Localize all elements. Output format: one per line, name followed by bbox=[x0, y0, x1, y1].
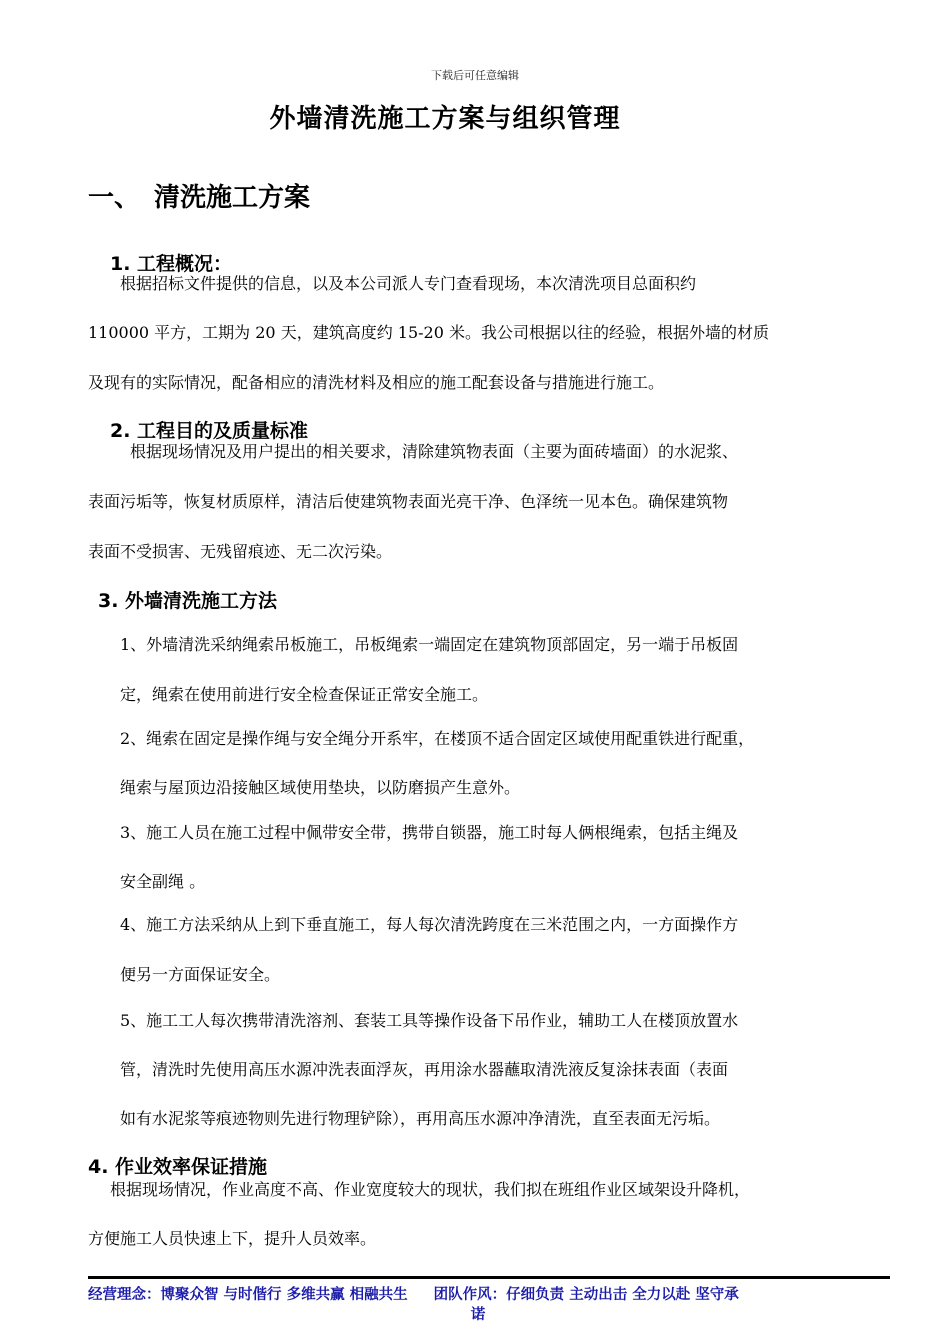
paragraph-line: 及现有的实际情况，配备相应的清洗材料及相应的施工配套设备与措施进行施工。 bbox=[88, 373, 665, 392]
paragraph-line: 根据招标文件提供的信息，以及本公司派人专门查看现场，本次清洗项目总面积约 bbox=[120, 274, 697, 293]
subsection-heading-overview: 1. 工程概况： bbox=[110, 253, 233, 275]
subsection-heading-method: 3. 外墙清洗施工方法 bbox=[98, 590, 278, 612]
footer-philosophy: 经营理念：博聚众智 与时偕行 多维共赢 相融共生 bbox=[88, 1287, 408, 1303]
paragraph-line: 方便施工人员快速上下，提升人员效率。 bbox=[88, 1229, 377, 1248]
header-note: 下载后可任意编辑 bbox=[431, 69, 519, 82]
list-item-line: 5、施工工人每次携带清洗溶剂、套装工具等操作设备下吊作业，辅助工人在楼顶放置水 bbox=[120, 1011, 739, 1030]
subsection-heading-quality: 2. 工程目的及质量标准 bbox=[110, 420, 309, 442]
list-item-line: 安全副绳 。 bbox=[120, 872, 206, 891]
list-item-line: 定，绳索在使用前进行安全检查保证正常安全施工。 bbox=[120, 685, 489, 704]
section-title bbox=[88, 177, 310, 214]
paragraph-line: 表面不受损害、无残留痕迹、无二次污染。 bbox=[88, 542, 393, 561]
list-item-line: 3、施工人员在施工过程中佩带安全带，携带自锁器，施工时每人俩根绳索，包括主绳及 bbox=[120, 823, 739, 842]
paragraph-line: 根据现场情况及用户提出的相关要求，清除建筑物表面（主要为面砖墙面）的水泥浆、 bbox=[130, 442, 739, 461]
list-item-line: 绳索与屋顶边沿接触区域使用垫块，以防磨损产生意外。 bbox=[120, 778, 521, 797]
subsection-heading-efficiency: 4. 作业效率保证措施 bbox=[88, 1156, 268, 1178]
footer-slogan bbox=[88, 1285, 868, 1325]
list-item-line: 便另一方面保证安全。 bbox=[120, 965, 281, 984]
list-item-line: 如有水泥浆等痕迹物则先进行物理铲除），再用高压水源冲净清洗，直至表面无污垢。 bbox=[120, 1109, 721, 1128]
section-number: 一、 bbox=[88, 183, 141, 213]
list-item-line: 4、施工方法采纳从上到下垂直施工，每人每次清洗跨度在三米范围之内，一方面操作方 bbox=[120, 915, 739, 934]
list-item-line: 1、外墙清洗采纳绳索吊板施工，吊板绳索一端固定在建筑物顶部固定，另一端于吊板固 bbox=[120, 635, 739, 654]
paragraph-line: 根据现场情况，作业高度不高、作业宽度较大的现状，我们拟在班组作业区域架设升降机， bbox=[110, 1180, 751, 1199]
document-title: 外墙清洗施工方案与组织管理 bbox=[269, 104, 621, 134]
paragraph-line: 110000 平方，工期为 20 天，建筑高度约 15-20 米。我公司根据以往的经验，根据外墙的材质 bbox=[88, 323, 769, 342]
footer-team-style: 团队作风：仔细负责 主动出击 全力以赴 坚守承 bbox=[433, 1287, 739, 1303]
section-title-text: 清洗施工方案 bbox=[154, 183, 311, 213]
footer-tail: 诺 bbox=[470, 1307, 486, 1323]
list-item-line: 2、绳索在固定是操作绳与安全绳分开系牢，在楼顶不适合固定区域使用配重铁进行配重， bbox=[120, 729, 755, 748]
footer-rule bbox=[88, 1276, 890, 1279]
list-item-line: 管，清洗时先使用高压水源冲洗表面浮灰，再用涂水器蘸取清洗液反复涂抹表面（表面 bbox=[120, 1060, 729, 1079]
paragraph-line: 表面污垢等，恢复材质原样，清洁后使建筑物表面光亮干净、色泽统一见本色。确保建筑物 bbox=[88, 492, 729, 511]
